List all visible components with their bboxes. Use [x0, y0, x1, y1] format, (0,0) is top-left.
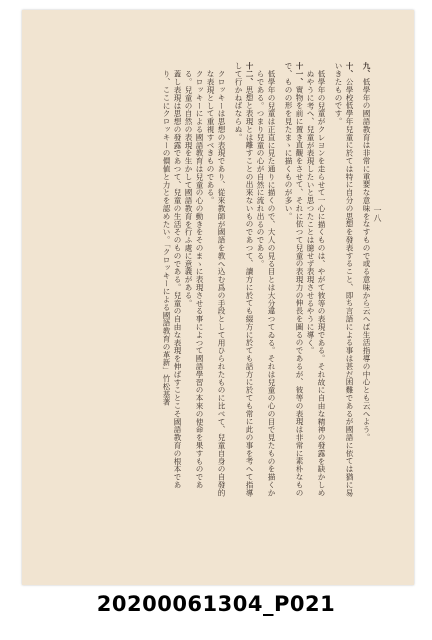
numbered-paragraph: [283, 62, 305, 498]
paragraph: [161, 62, 183, 498]
paragraph: [255, 62, 277, 498]
item-number: 十二、: [245, 62, 254, 86]
numbered-paragraph: [333, 62, 355, 498]
quote-source: 「クロッキーによる國語教育の革新」竹松基著: [162, 243, 171, 406]
paragraph-text: 低學年の國語教育は非常に重要な意味をなすもので或る意味から云へば生活指導の中心とも云へよう。: [362, 77, 371, 442]
archive-id-caption: 20200061304_P021: [96, 592, 336, 616]
paragraph-text: 低學年の兒童がクレヨンを走らせて一心に描くものは、やがて彼等の表現である。それ故に自由な精神の發露を缺かしめぬやうに考へ、兒童が表現したいと思つたことは臆せず表現させるやうに導く。: [306, 69, 326, 497]
paragraph-text: 思想と表現とは離すことの出來ないものであつて、讀方に於ても綴方に於ても話方に於ても常に此の事を考へて指導して行かねばならぬ。: [234, 62, 254, 497]
paragraph-text: 蓋し表現は思想の發露であつて、兒童の生活そのものである。兒童の自由な表現を伸ばすことこそ國語教育の根本であり、ここにクロッキーの價値と力とを認めたい。: [162, 69, 182, 489]
paragraph-text: 公學校低學年兒童に於ては特に自分の思想を發表すること、即ち言語による事は甚だ困難であるが國語に依ては猶に易いきたものです。: [334, 62, 354, 497]
item-number: 九、: [362, 62, 371, 78]
page-number: 一八: [373, 206, 382, 222]
vertical-body-text: [84, 62, 372, 498]
paragraph-text: 實物を前に置き直觀をさせて、それに依つて兒童の表現力の伸長を圖るのであるが、彼等の表現は非常に素朴なもので、ものの形を見たまゝに描くものが多い。: [284, 62, 304, 497]
item-number: 十、: [345, 62, 354, 78]
paragraph-text: クロッキーは思想の表現であり、從來教師が國語を教へ込む爲の手段として用ひられたものに比べて、兒童自身の自發的な表現として重視すべきものである。: [206, 69, 226, 497]
paragraph-text: 低學年の兒童は正直に見た通りに描くので、大人の見る目とは大分違つてゐる。それは兒童の心の目で見たものを描くからである。つまり兒童の心が自然に流れ出るのである。: [256, 69, 276, 497]
document-page: [22, 10, 414, 585]
paragraph: [305, 62, 327, 498]
item-number: 十一、: [295, 62, 304, 86]
numbered-paragraph: [233, 62, 255, 498]
paragraph: [205, 62, 227, 498]
numbered-paragraph: [361, 62, 372, 498]
paragraph-text: クロッキーによる國語教育は兒童の心の動きをそのまゝに表現させる事によつて國語學習の本來の使命を果すものである。兒童の自然の表現を生かして國語教育を行ふ處に意義がある。: [184, 69, 204, 489]
paragraph: [183, 62, 205, 498]
